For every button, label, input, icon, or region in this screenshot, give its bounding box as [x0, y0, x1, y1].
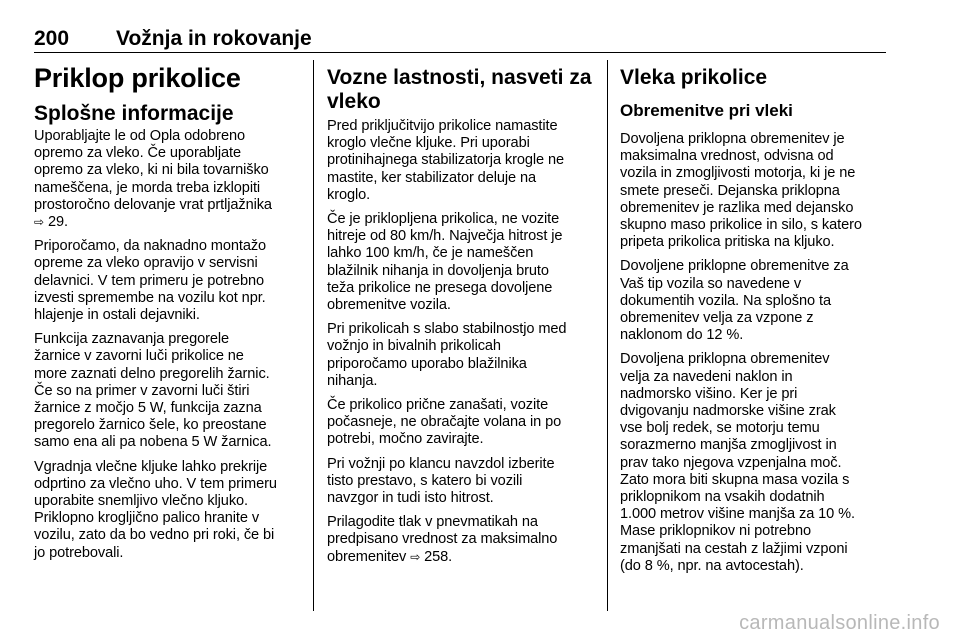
paragraph: Če je priklopljena prikolica, ne vozite hitreje od 80 km/h. Največja hitrost je lahko 100 km/h, če je nameščen blažilnik nihanja in dovoljenja bruto teža prikolice ne presega dovoljene obremenitve vozila. — [327, 211, 563, 314]
section-title-trailer-towing: Vleka prikolice — [620, 66, 768, 89]
paragraph: Pri vožnji po klancu navzdol izberite tisto prestavo, s katero bi vozili navzgor in tudi isto hitrost. — [327, 455, 555, 507]
paragraph: Uporabljajte le od Opla odobreno opremo za vleko. Če uporabljate opremo za vleko, ki ni bila tovarniško nameščena, je morda treba izklopiti prostoročno delovanje vrat prtljažnika ⇨ 29. — [34, 128, 272, 231]
column-divider-1 — [313, 60, 314, 611]
paragraph: Dovoljena priklopna obremenitev velja za navedeni naklon in nadmorsko višino. Ker je pri dvigovanju nadmorske višine zrak vse bolj redek, se motorju temu sorazmerno manjša zmogljivost in prav tako njegova vzpenjalna moč. Zato mora biti skupna masa vozila s priklopnikom na vsakih dodatnih 1.000 metrov višine manjša za 10 %. Mase priklopnikov ni potrebno zmanjšati na cestah z lažjimi vzponi (do 8 %, npr. na avtocestah). — [620, 351, 855, 574]
section-title-driving-tips: Vozne lastnosti, nasveti za vleko — [327, 66, 592, 113]
column-divider-2 — [607, 60, 608, 611]
column-3 — [620, 62, 888, 582]
page-ref-arrow-icon: ⇨ — [410, 549, 421, 564]
section-title-towing: Priklop prikolice — [34, 63, 241, 93]
paragraph: Funkcija zaznavanja pregorele žarnice v zavorni luči prikolice ne more zaznati delno pregorelih žarnic. Če so na primer v zavorni luči štiri žarnice z močjo 5 W, funkcija zazna pregorelo žarnico šele, ko preostane samo ena ali pa nobena 5 W žarnica. — [34, 331, 272, 451]
column-1 — [34, 62, 306, 569]
paragraph: Dovoljene priklopne obremenitve za Vaš tip vozila so navedene v dokumentih vozila. Na splošno ta obremenitev velja za vzpone z naklonom do 12 %. — [620, 258, 849, 344]
chapter-title: Vožnja in rokovanje — [116, 27, 312, 50]
page-number: 200 — [34, 27, 70, 50]
subsection-title-trailer-loads: Obremenitve pri vleki — [620, 101, 793, 120]
column-2 — [327, 62, 595, 573]
page-header — [34, 26, 886, 52]
paragraph: Vgradnja vlečne kljuke lahko prekrije odprtino za vlečno uho. V tem primeru uporabite snemljivo vlečno kljuko. Priklopno krogljično palico hranite v vozilu, zato da bo vedno pri roki, če bi jo potrebovali. — [34, 458, 277, 561]
paragraph: Če prikolico prične zanašati, vozite počasneje, ne obračajte volana in po potrebi, močno zavirajte. — [327, 397, 562, 448]
watermark: carmanualsonline.info — [739, 612, 940, 634]
paragraph: Prilagodite tlak v pnevmatikah na predpisano vrednost za maksimalno obremenitev ⇨ 258. — [327, 514, 558, 565]
paragraph: Priporočamo, da naknadno montažo opreme za vleko opravijo v servisni delavnici. V tem primeru je potrebno izvesti spremembe na vozilu kot npr. hlajenje in ostali dejavniki. — [34, 238, 267, 324]
page-ref-link[interactable]: 29. — [47, 214, 68, 231]
paragraph: Pred priključitvijo prikolice namastite kroglo vlečne kljuke. Pri uporabi protinihajnega stabilizatorja krogle ne mastite, ker stabilizator deluje na kroglo. — [327, 118, 565, 203]
paragraph: Dovoljena priklopna obremenitev je maksimalna vrednost, odvisna od vozila in zmogljivosti motorja, ki je ne smete preseči. Dejanska priklopna obremenitev je razlika med dejansko skupno maso prikolice in silo, s katero pripeta prikolica pritiska na kljuko. — [620, 131, 862, 251]
paragraph: Pri prikolicah s slabo stabilnostjo med vožnjo in bivalnih prikolicah priporočamo uporabo blažilnika nihanja. — [327, 321, 567, 389]
page-ref-arrow-icon: ⇨ — [34, 215, 44, 230]
page-ref-link[interactable]: 258. — [424, 548, 453, 565]
header-rule — [34, 52, 886, 53]
subsection-title-general: Splošne informacije — [34, 102, 234, 125]
